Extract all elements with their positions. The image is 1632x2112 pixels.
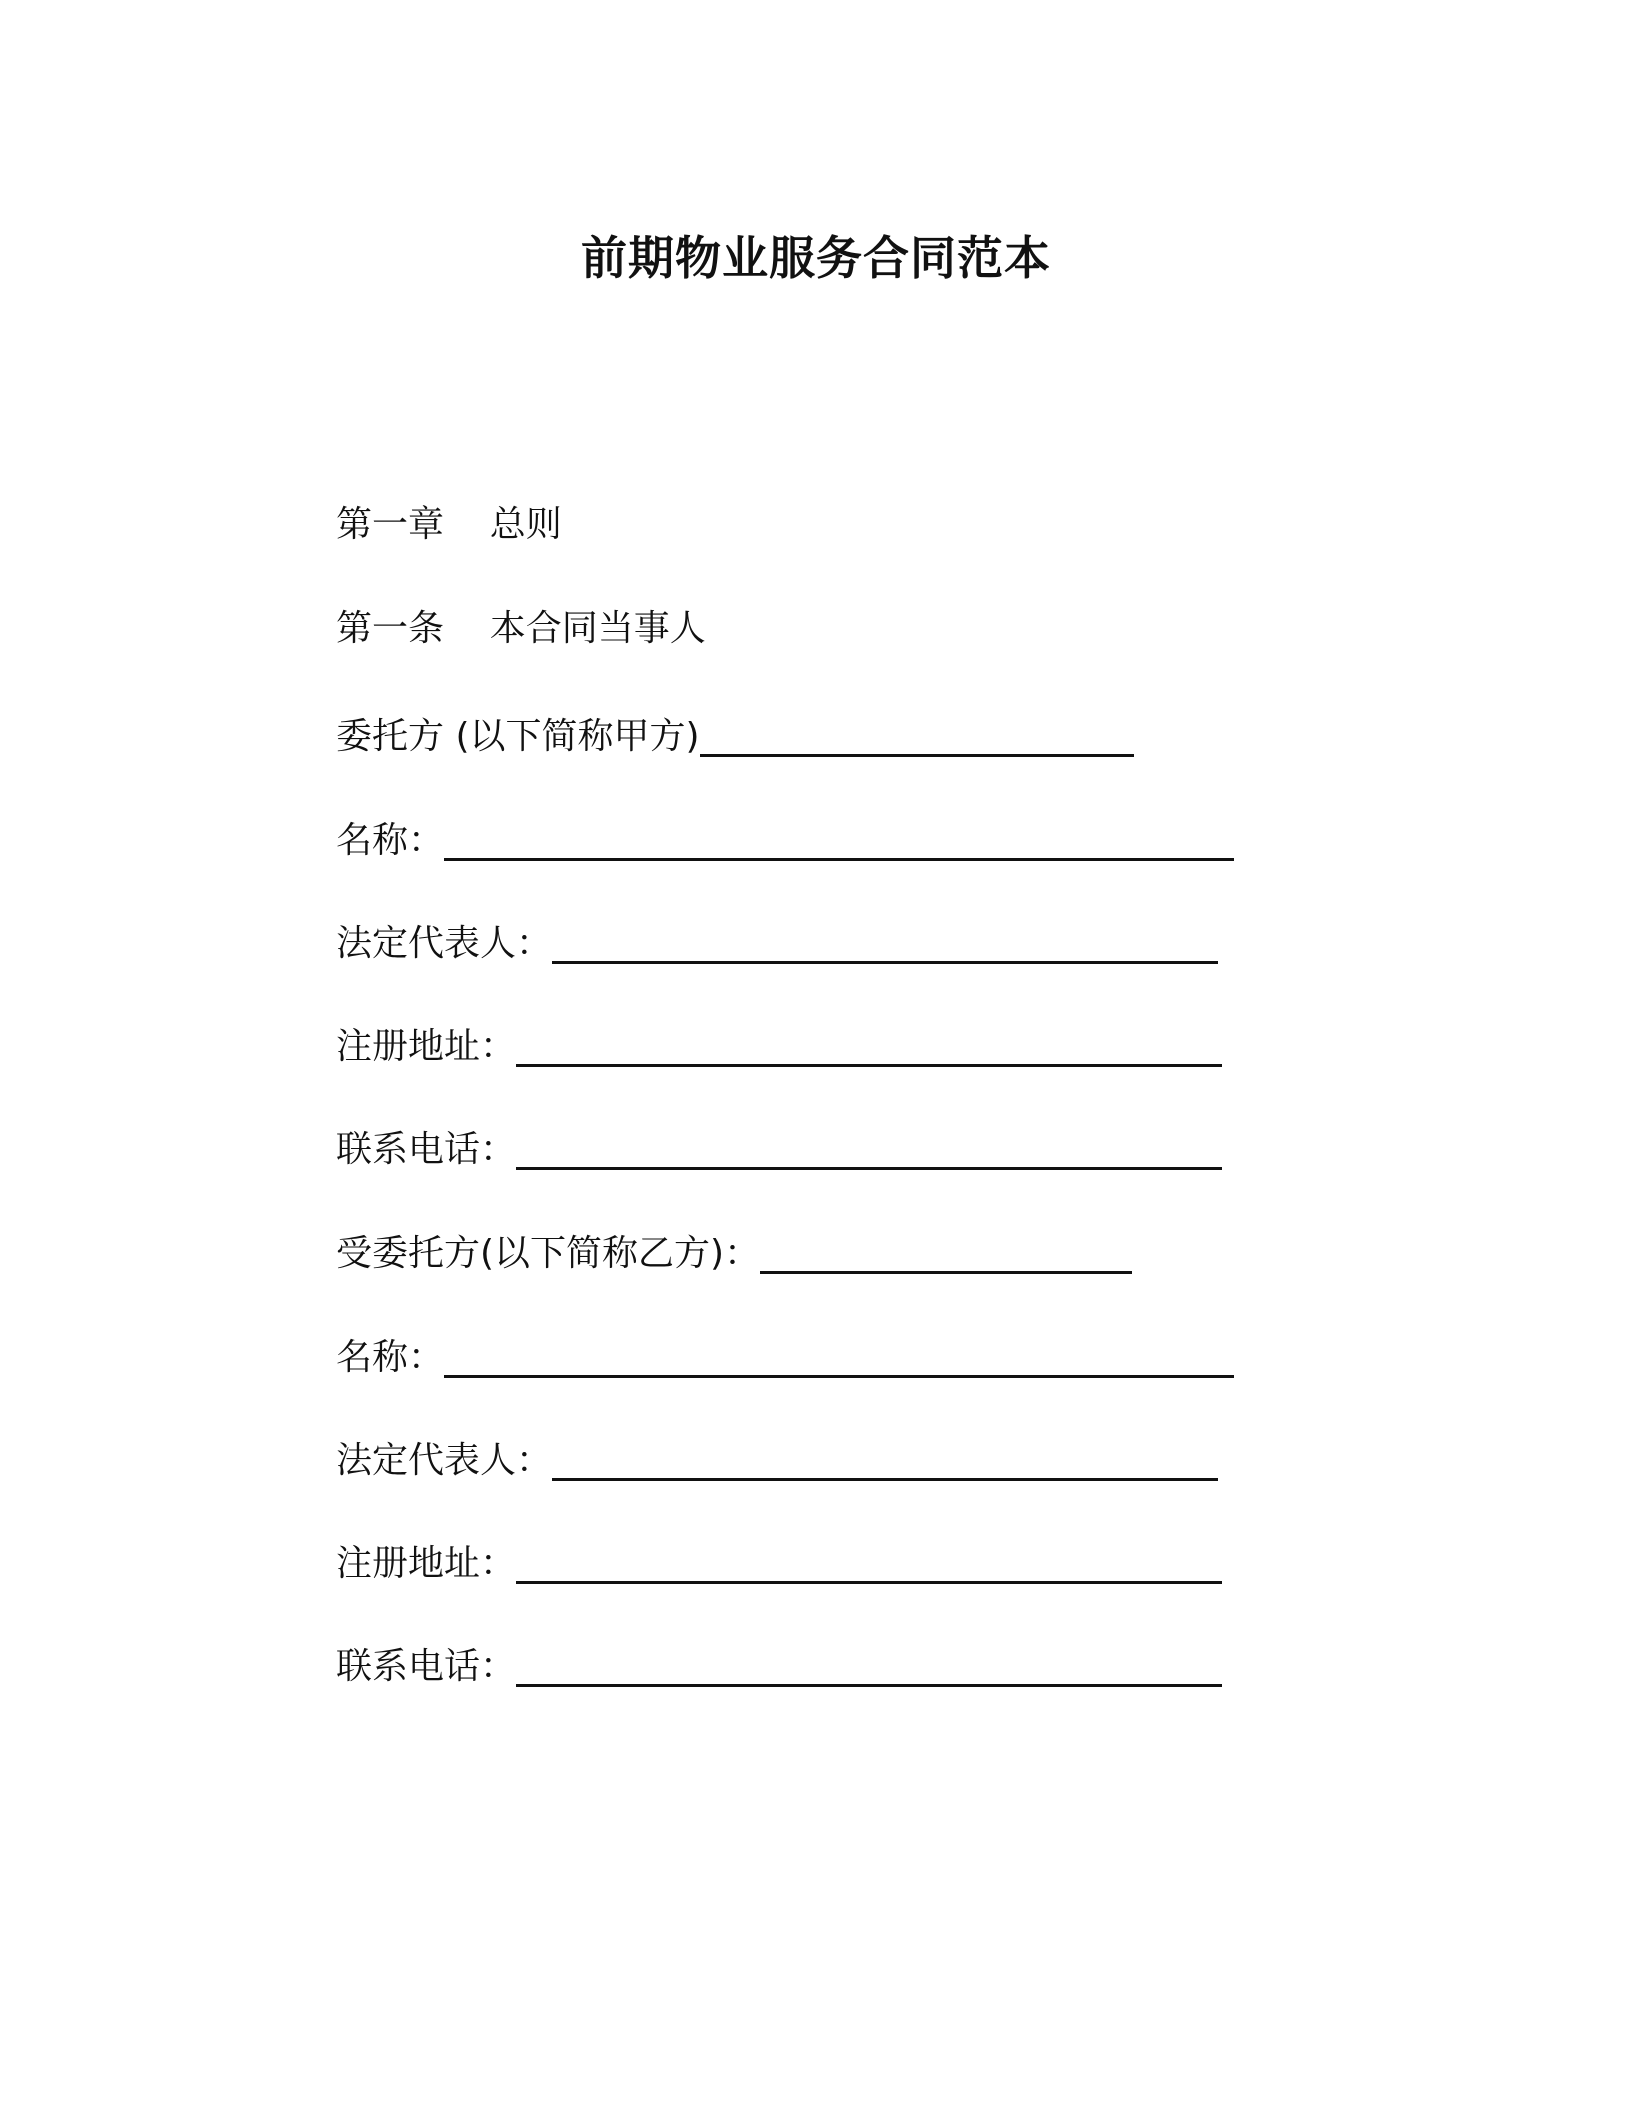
party-b-name-line: [336, 1329, 1234, 1380]
party-a-name-line: [336, 812, 1234, 863]
party-b-address-label: 注册地址：: [336, 1543, 517, 1584]
party-a-name-blank[interactable]: [444, 824, 1234, 861]
party-b-phone-blank[interactable]: [516, 1650, 1222, 1687]
party-a-phone-label: 联系电话：: [336, 1129, 517, 1170]
party-b-phone-label: 联系电话：: [336, 1646, 517, 1687]
party-a-phone-line: [336, 1121, 1222, 1172]
party-a-address-line: [336, 1018, 1222, 1069]
party-b-phone-line: [336, 1638, 1222, 1689]
party-b-rep-blank[interactable]: [552, 1444, 1218, 1481]
party-a-header-line: [336, 708, 1134, 759]
party-b-name-label: 名称：: [336, 1337, 445, 1378]
party-a-address-label: 注册地址：: [336, 1026, 517, 1067]
document-title: 前期物业服务合同范本: [581, 231, 1051, 285]
party-b-name-blank[interactable]: [444, 1341, 1234, 1378]
chapter-heading: 第一章 总则: [336, 504, 562, 545]
party-a-name-label: 名称：: [336, 820, 445, 861]
party-a-rep-label: 法定代表人：: [336, 923, 553, 964]
party-a-rep-line: [336, 915, 1218, 966]
party-b-header-line: [336, 1225, 1132, 1276]
party-b-address-blank[interactable]: [516, 1547, 1222, 1584]
party-b-rep-label: 法定代表人：: [336, 1440, 553, 1481]
party-b-address-line: [336, 1535, 1222, 1586]
party-a-header: 委托方 (以下简称甲方): [336, 716, 700, 757]
party-a-phone-blank[interactable]: [516, 1133, 1222, 1170]
party-b-header-blank[interactable]: [760, 1237, 1132, 1274]
party-b-header: 受委托方(以下简称乙方)：: [336, 1233, 761, 1274]
party-a-header-blank[interactable]: [700, 720, 1134, 757]
party-b-rep-line: [336, 1432, 1218, 1483]
article-heading: 第一条 本合同当事人: [336, 608, 706, 649]
party-a-rep-blank[interactable]: [552, 927, 1218, 964]
party-a-address-blank[interactable]: [516, 1030, 1222, 1067]
